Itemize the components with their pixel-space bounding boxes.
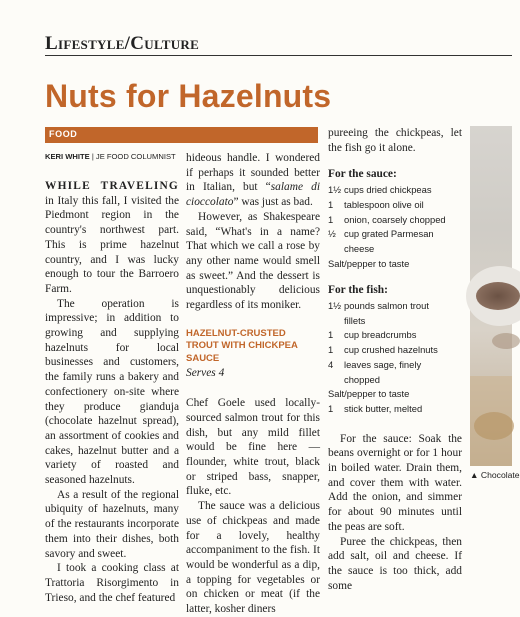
paragraph: As a result of the regional ubiquity of hazelnuts, many of the restaurants incorporate them into their dishes, both savory and sweet. xyxy=(45,488,179,560)
ingredient-text: cup grated Parmesan xyxy=(344,228,434,240)
paragraph: For the sauce: Soak the beans overnight or for 1 hour in boiled water. Drain them, and cover them with water. Add the onion, and simmer for about 90 minutes until the peas are soft. xyxy=(328,432,462,533)
recipe-serves: Serves 4 xyxy=(186,366,225,379)
ingredient-item xyxy=(328,183,462,198)
ingredient-quantity: 1½ xyxy=(328,300,342,312)
ingredient-quantity: ½ xyxy=(328,228,336,240)
section-rule xyxy=(45,55,512,56)
paragraph: Chef Goele used locally-sourced salmon trout for this dish, but any mild fillet would be fine here —flounder, white trout, black or striped bass, snapper, fluke, etc. xyxy=(186,397,320,498)
ingredient-text: cheese xyxy=(344,242,375,254)
italic-phrase: salame di cioccolato xyxy=(186,181,320,209)
ingredient-quantity: 1 xyxy=(328,402,334,414)
ingredient-text: onion, coarsely chopped xyxy=(344,213,446,225)
ingredient-list-sauce xyxy=(328,183,462,271)
ingredient-text: tablespoon olive oil xyxy=(344,198,424,210)
ingredient-item xyxy=(328,213,462,228)
ingredient-text: cup crushed hazelnuts xyxy=(344,344,438,356)
ingredient-quantity: 1 xyxy=(328,198,334,210)
paragraph: The sauce was a delicious use of chickpeas and made for a lovely, healthy accompaniment to the fish. It would be wonderful as a dip, a topping for vegetables or on chicken or meat (if the latter, kosher diners xyxy=(186,500,320,616)
paragraph-text: ” was just as bad. xyxy=(233,196,313,209)
paragraph xyxy=(186,151,320,210)
food-photo xyxy=(470,126,512,466)
ingredient-item xyxy=(328,227,462,242)
ingredient-text: stick butter, melted xyxy=(344,402,423,414)
paragraph: Puree the chickpeas, then add salt, oil and cheese. If the sauce is too thick, add some xyxy=(328,535,462,592)
paragraph: I took a cooking class at Trattoria Risorgimento in Trieso, and the chef featured xyxy=(45,562,179,604)
ingredient-item xyxy=(328,242,462,257)
ingredient-quantity xyxy=(328,314,344,329)
ingredient-item xyxy=(328,402,462,417)
ingredient-item xyxy=(328,198,462,213)
paragraph: pureeing the chickpeas, let the fish go it alone. xyxy=(328,127,462,154)
ingredient-item xyxy=(328,299,462,314)
recipe-title: HAZELNUT-CRUSTED TROUT WITH CHICKPEA SAUCE xyxy=(186,327,298,364)
ingredient-text: pounds salmon trout xyxy=(344,300,429,312)
ingredient-text: Salt/pepper to taste xyxy=(328,257,410,269)
tag-bar xyxy=(45,127,318,143)
ingredient-quantity xyxy=(328,373,344,388)
paragraph-text: in Italy this fall, I visited the Piedmont region in the country's northwest part. This is prime hazelnut country, and I was lucky enough to tour the Barroero Farm. xyxy=(45,194,179,295)
ingredient-text: Salt/pepper to taste xyxy=(328,388,410,400)
ingredient-text: fillets xyxy=(344,314,366,326)
lead-in: WHILE TRAVELING xyxy=(45,180,179,192)
ingredient-list-fish xyxy=(328,299,462,417)
ingredient-quantity: 1½ xyxy=(328,184,342,196)
column-3 xyxy=(328,126,462,593)
paragraph xyxy=(45,179,179,297)
column-1 xyxy=(45,151,179,605)
ingredient-item xyxy=(328,257,462,272)
paragraph: However, as Shakespeare said, “What's in a name? That which we call a rose by any other name would smell as sweet.” And the dessert is unquestionably delicious regardless of its moniker. xyxy=(186,210,320,312)
ingredient-quantity: 1 xyxy=(328,213,334,225)
tag-label: FOOD xyxy=(49,129,78,139)
section-header: Lifestyle/Culture xyxy=(45,33,200,54)
ingredient-item xyxy=(328,328,462,343)
ingredient-item xyxy=(328,358,462,373)
byline-role: | JE FOOD COLUMNIST xyxy=(89,152,176,161)
photo-caption: ▲ Chocolate xyxy=(470,470,520,480)
paragraph-text: hideous handle. I wondered if perhaps it sounded better in Italian, but “ xyxy=(186,152,320,194)
headline: Nuts for Hazelnuts xyxy=(45,78,332,114)
ingredient-item xyxy=(328,343,462,358)
paragraph: The operation is impressive; in addition to growing and supplying hazelnuts for local businesses and customers, the family runs a bakery and confectionery on-site where they produce gianduja (chocolate hazelnut spread), an assortment of cookies and cakes, hazelnut butter and a variety of roasted and seasoned hazelnuts. xyxy=(45,297,179,487)
ingredient-quantity xyxy=(328,242,344,257)
ingredient-quantity: 1 xyxy=(328,344,334,356)
ingredient-text: cup breadcrumbs xyxy=(344,329,417,341)
ingredient-item xyxy=(328,314,462,329)
ingredient-item xyxy=(328,387,462,402)
ingredient-text: cups dried chickpeas xyxy=(344,184,432,196)
ingredients-heading-fish: For the fish: xyxy=(328,284,388,297)
ingredients-heading-sauce: For the sauce: xyxy=(328,168,397,181)
byline-name: KERI WHITE xyxy=(45,152,90,161)
ingredient-quantity: 4 xyxy=(328,358,334,370)
ingredient-text: chopped xyxy=(344,373,380,385)
ingredient-quantity: 1 xyxy=(328,329,334,341)
ingredient-text: leaves sage, finely xyxy=(344,358,422,370)
column-2 xyxy=(186,151,320,617)
ingredient-item xyxy=(328,373,462,388)
byline xyxy=(45,151,179,163)
